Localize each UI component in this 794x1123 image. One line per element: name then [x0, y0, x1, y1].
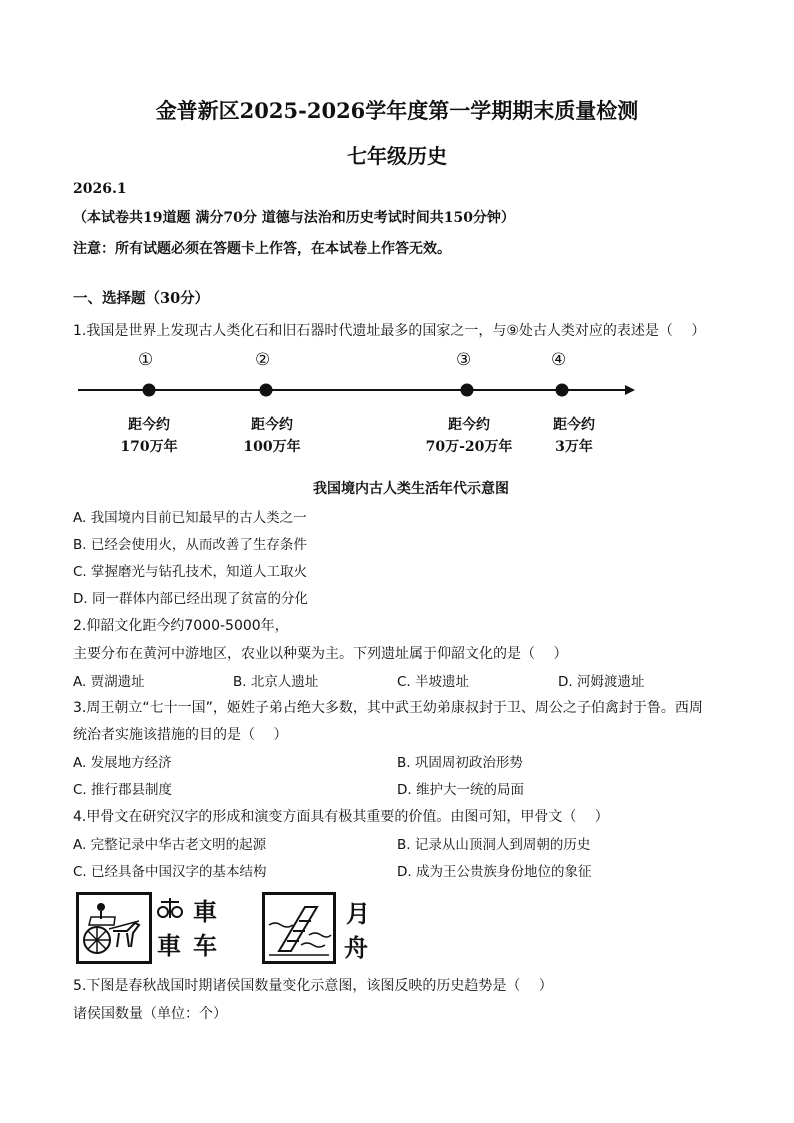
q3-stem-line1: 3.周王朝立“七十一国”，姬姓子弟占绝大多数，其中武王幼弟康叔封于卫、周公之子伯禽封于鲁。西周	[73, 700, 703, 716]
chariot-characters	[155, 892, 245, 962]
q4-option-b: B. 记录从山顶洞人到周朝的历史	[397, 837, 591, 853]
timeline-label-3-line1: 距今约	[448, 417, 490, 433]
q5-ylabel: 诸侯国数量（单位：个）	[73, 1006, 227, 1022]
q2-stem-line1: 2.仰韶文化距今约7000-5000年，	[73, 618, 289, 634]
q1-option-d: D. 同一群体内部已经出现了贫富的分化	[73, 591, 308, 607]
chariot-icon	[79, 895, 149, 961]
section-title: 一、选择题（30分）	[73, 290, 210, 307]
timeline-label-2	[222, 414, 322, 458]
chariot-traditional-top: 車	[193, 898, 217, 926]
oracle-chariot-glyph	[157, 894, 183, 926]
q5-stem: 5.下图是春秋战国时期诸侯国数量变化示意图，该图反映的历史趋势是（ ）	[73, 978, 553, 994]
q2-option-a: A. 贾湖遗址	[73, 674, 145, 690]
chariot-simplified: 车	[193, 932, 217, 960]
q2-option-d: D. 河姆渡遗址	[558, 674, 645, 690]
q4-option-c: C. 已经具备中国汉字的基本结构	[73, 864, 267, 880]
timeline-label-3	[409, 414, 529, 458]
timeline-marker-2: ②	[255, 350, 271, 370]
boat-icon	[265, 895, 333, 961]
timeline-marker-3: ③	[456, 350, 472, 370]
q3-option-c: C. 推行郡县制度	[73, 782, 173, 798]
q3-option-b: B. 巩固周初政治形势	[397, 755, 523, 771]
timeline-marker-1: ①	[138, 350, 154, 370]
timeline-label-2-line2: 100万年	[243, 439, 301, 455]
q3-option-d: D. 维护大一统的局面	[397, 782, 524, 798]
q3-stem-line2: 统治者实施该措施的目的是（ ）	[73, 727, 288, 743]
q1-stem: 1.我国是世界上发现古人类化石和旧石器时代遗址最多的国家之一，与⑨处古人类对应的表述是（ ）	[73, 323, 706, 339]
timeline-label-1	[99, 414, 199, 458]
timeline-label-2-line1: 距今约	[251, 417, 293, 433]
timeline-marker-4: ④	[551, 350, 567, 370]
chariot-picture	[76, 892, 152, 964]
q1-option-b: B. 已经会使用火，从而改善了生存条件	[73, 537, 307, 553]
q1-option-c: C. 掌握磨光与钻孔技术，知道人工取火	[73, 564, 308, 580]
timeline-label-4	[524, 414, 624, 458]
exam-subtitle: 七年级历史	[347, 144, 447, 168]
q1-option-a: A. 我国境内目前已知最早的古人类之一	[73, 510, 307, 526]
q4-option-d: D. 成为王公贵族身份地位的象征	[397, 864, 592, 880]
q4-option-a: A. 完整记录中华古老文明的起源	[73, 837, 267, 853]
timeline-label-1-line2: 170万年	[120, 439, 178, 455]
q3-option-a: A. 发展地方经济	[73, 755, 172, 771]
exam-attention: 注意：所有试题必须在答题卡上作答，在本试卷上作答无效。	[73, 241, 451, 257]
boat-picture	[262, 892, 336, 964]
exam-note: （本试卷共19道题 满分70分 道德与法治和历史考试时间共150分钟）	[73, 210, 515, 226]
chariot-traditional: 車	[157, 932, 181, 960]
timeline-label-3-line2: 70万-20万年	[425, 439, 513, 455]
timeline-label-1-line1: 距今约	[128, 417, 170, 433]
exam-title: 金普新区2025-2026学年度第一学期期末质量检测	[155, 98, 639, 123]
q2-option-c: C. 半坡遗址	[397, 674, 470, 690]
oracle-chariot-icon	[157, 894, 183, 920]
boat-modern-character: 舟	[344, 934, 368, 962]
q2-stem-line2: 主要分布在黄河中游地区，农业以种粟为主。下列遗址属于仰韶文化的是（ ）	[73, 646, 568, 662]
exam-date: 2026.1	[73, 181, 127, 197]
q4-stem: 4.甲骨文在研究汉字的形成和演变方面具有极其重要的价值。由图可知，甲骨文（ ）	[73, 809, 609, 825]
timeline-caption: 我国境内古人类生活年代示意图	[313, 481, 509, 497]
timeline-label-4-line2: 3万年	[555, 439, 593, 455]
timeline-label-4-line1: 距今约	[553, 417, 595, 433]
boat-oracle-character: 月	[346, 900, 370, 928]
q2-option-b: B. 北京人遗址	[233, 674, 319, 690]
